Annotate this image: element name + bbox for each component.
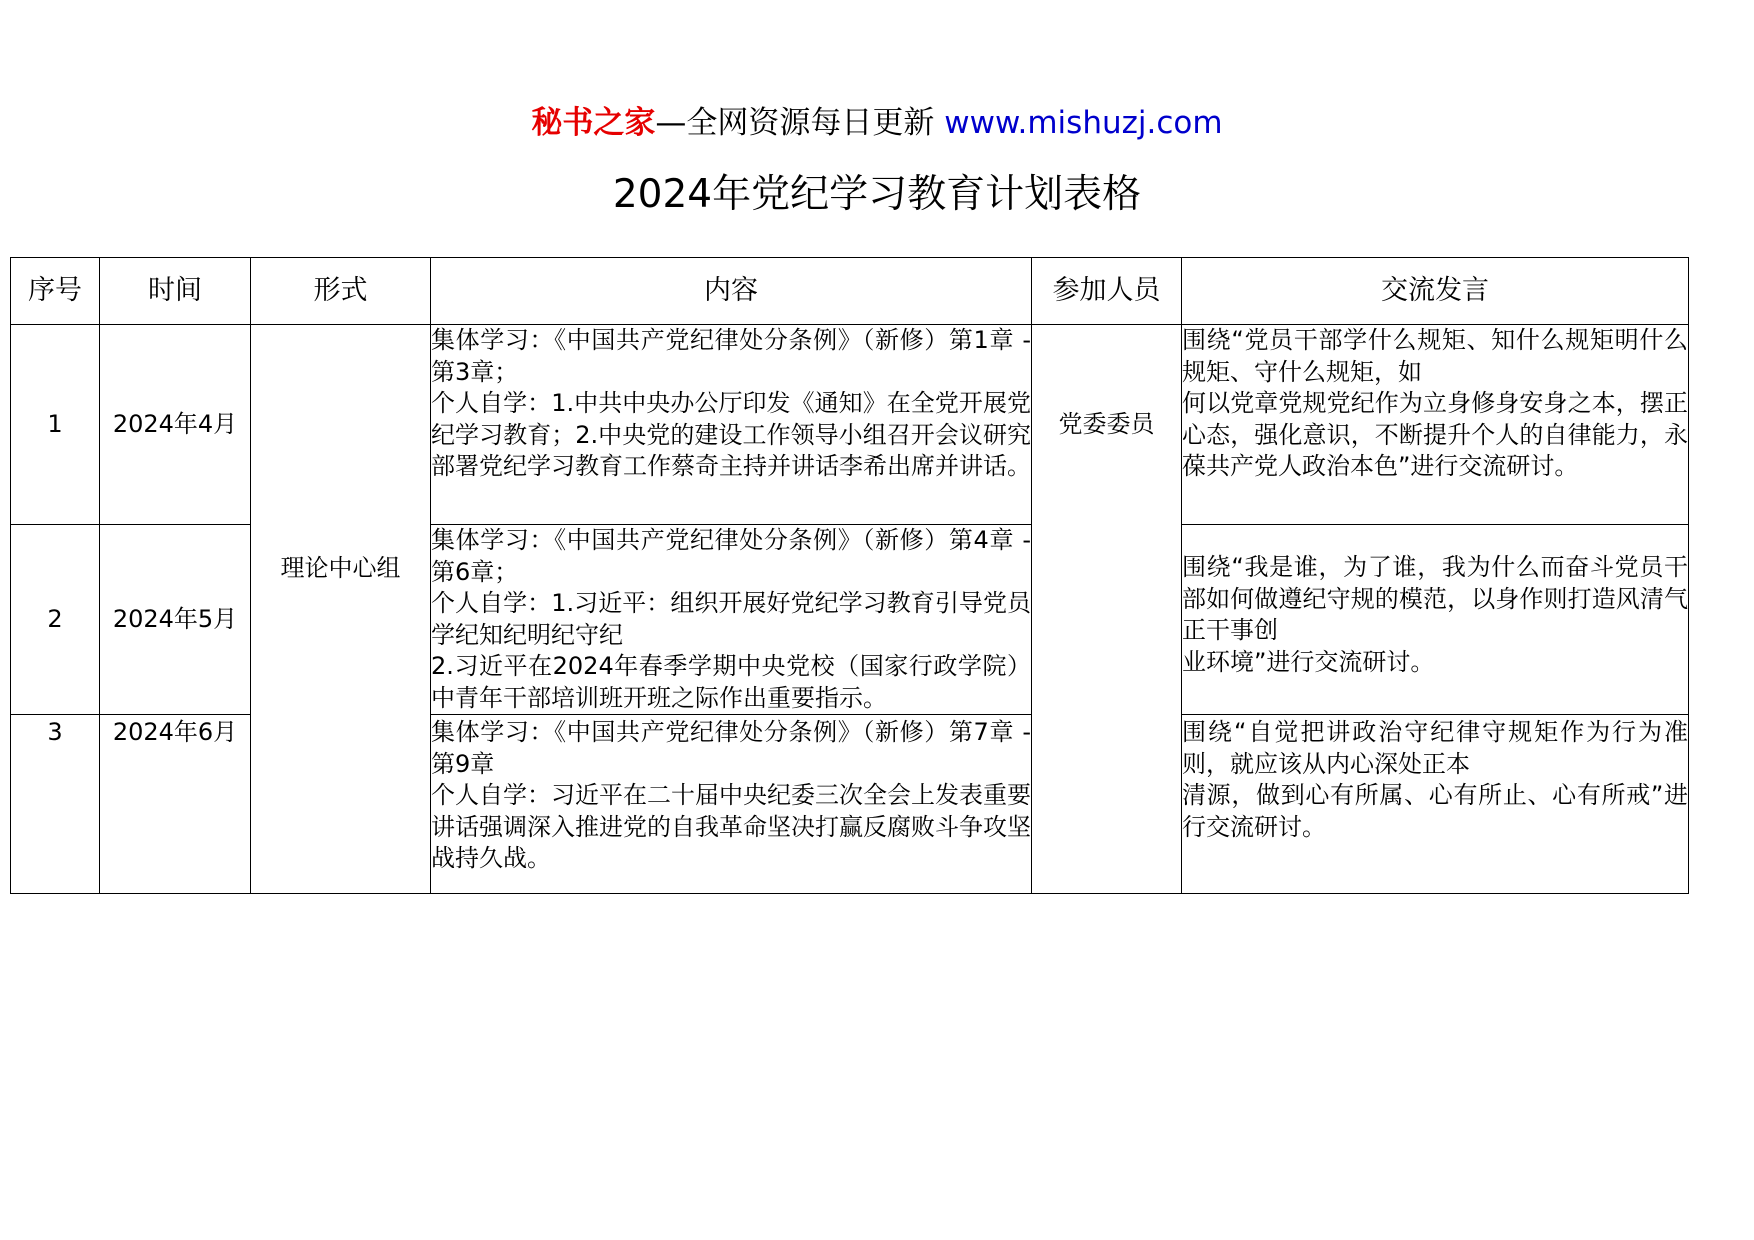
row-time: 2024年6月 [100,715,251,894]
row-index: 2 [11,525,100,715]
speech-line: 业环境”进行交流研讨。 [1182,647,1435,676]
content-line: 集体学习：《中国共产党纪律处分条例》（新修）第4章 - 第6章； [431,526,1031,586]
row-content [431,325,1032,525]
column-header-participants: 参加人员 [1032,258,1182,325]
participants-cell: 党委委员 [1032,325,1182,894]
site-header [0,103,1754,143]
row-content [431,715,1032,894]
table-row [11,325,1689,525]
content-line: 集体学习：《中国共产党纪律处分条例》（新修）第7章 - 第9章 [431,718,1031,778]
speech-line: 何以党章党规党纪作为立身修身安身之本，摆正心态，强化意识，不断提升个人的自律能力，永葆共产党人政治本色”进行交流研讨。 [1182,389,1688,480]
column-header-form: 形式 [251,258,431,325]
content-line: 2.习近平在2024年春季学期中央党校（国家行政学院）中青年干部培训班开班之际作出重要指示。 [431,652,1031,712]
row-time: 2024年5月 [100,525,251,715]
content-line: 个人自学：1.习近平：组织开展好党纪学习教育引导党员学纪知纪明纪守纪 [431,589,1031,649]
column-header-index: 序号 [11,258,100,325]
column-header-speech: 交流发言 [1182,258,1689,325]
row-speech [1182,715,1689,894]
row-speech [1182,325,1689,525]
row-time: 2024年4月 [100,325,251,525]
header-tagline: —全网资源每日更新 [655,105,935,141]
row-index: 3 [11,715,100,894]
speech-line: 围绕“我是谁，为了谁，我为什么而奋斗党员干部如何做遵纪守规的模范，以身作则打造风清气正干事创 [1182,553,1688,644]
content-line: 个人自学：习近平在二十届中央纪委三次全会上发表重要讲话强调深入推进党的自我革命坚决打赢反腐败斗争攻坚战持久战。 [431,781,1031,872]
column-header-content: 内容 [431,258,1032,325]
row-content [431,525,1032,715]
row-index: 1 [11,325,100,525]
document-title: 2024年党纪学习教育计划表格 [612,172,1142,217]
speech-line: 围绕“自觉把讲政治守纪律守规矩作为行为准则，就应该从内心深处正本 [1182,718,1688,778]
content-line: 个人自学：1.中共中央办公厅印发《通知》在全党开展党纪学习教育；2.中央党的建设工作领导小组召开会议研究部署党纪学习教育工作蔡奇主持并讲话李希出席并讲话。 [431,389,1031,480]
row-speech [1182,525,1689,715]
speech-line: 围绕“党员干部学什么规矩、知什么规矩明什么规矩、守什么规矩，如 [1182,326,1688,386]
site-url-link[interactable]: www.mishuzj.com [944,105,1223,141]
content-line: 集体学习：《中国共产党纪律处分条例》（新修）第1章 - 第3章； [431,326,1031,386]
form-cell: 理论中心组 [251,325,431,894]
speech-line: 清源，做到心有所属、心有所止、心有所戒”进行交流研讨。 [1182,781,1688,841]
plan-table [10,257,1689,894]
brand-name: 秘书之家 [531,105,656,141]
column-header-time: 时间 [100,258,251,325]
table-header-row [11,258,1689,325]
